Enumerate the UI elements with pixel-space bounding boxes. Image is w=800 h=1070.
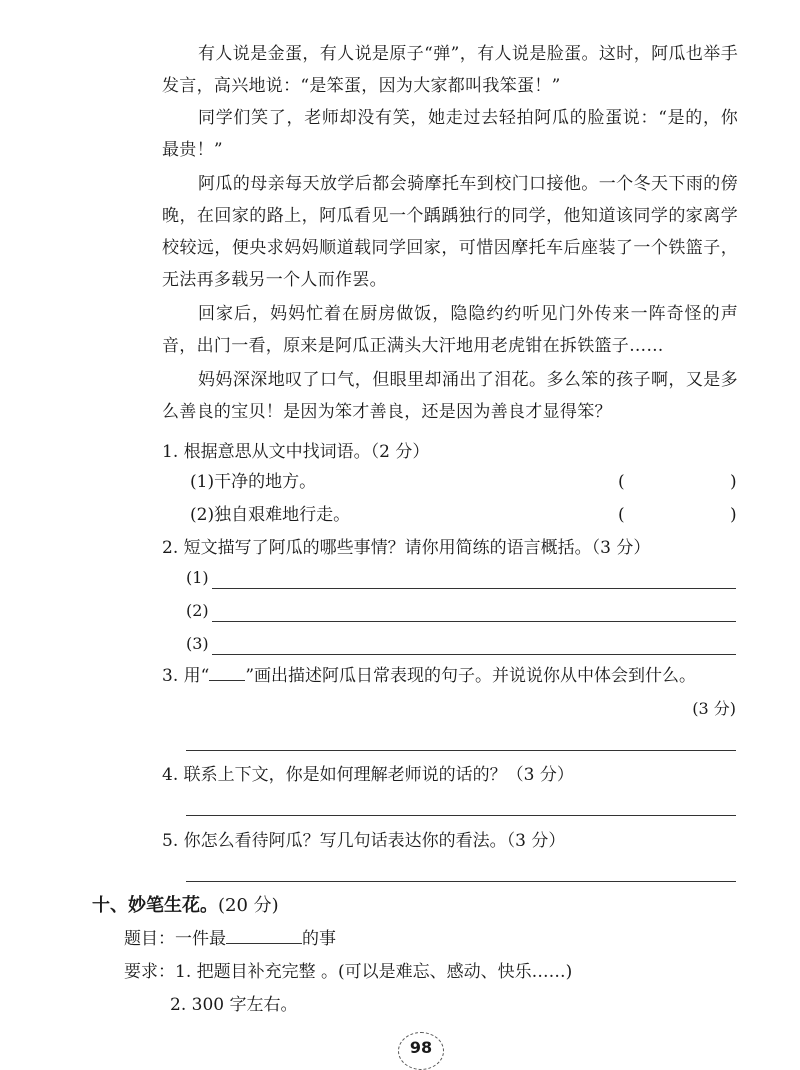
- answer-line[interactable]: [212, 588, 736, 589]
- answer-paren-open: (: [618, 472, 625, 492]
- question-5: 5. 你怎么看待阿瓜？写几句话表达你的看法。（3 分）: [162, 831, 566, 851]
- question-3-score: (3 分): [692, 699, 736, 718]
- underline-blank: [209, 666, 245, 681]
- question-1-item-2: (2)独自艰难地行走。: [190, 505, 351, 525]
- composition-title-prefix: 题目：一件最: [124, 929, 226, 949]
- answer-line[interactable]: [212, 654, 736, 655]
- composition-requirement-2: 2. 300 字左右。: [170, 995, 298, 1015]
- answer-paren-open: (: [618, 505, 625, 525]
- question-1-item-1: (1)干净的地方。: [190, 472, 317, 492]
- answer-label-3: (3): [186, 634, 209, 653]
- answer-label-1: (1): [186, 568, 209, 587]
- question-1: 1. 根据意思从文中找词语。（2 分）: [162, 442, 430, 462]
- passage-paragraph-2: 同学们笑了，老师却没有笑，她走过去轻拍阿瓜的脸蛋说：“是的，你最贵！”: [162, 108, 738, 160]
- question-3-prefix: 3. 用“: [162, 666, 210, 686]
- question-3-suffix: ”画出描述阿瓜日常表现的句子。并说说你从中体会到什么。: [245, 666, 697, 686]
- answer-paren-close: ): [730, 472, 737, 492]
- answer-line[interactable]: [186, 815, 736, 816]
- composition-title: [124, 927, 336, 951]
- passage-paragraph-3: 阿瓜的母亲每天放学后都会骑摩托车到校门口接他。一个冬天下雨的傍晚，在回家的路上，阿瓜看见一个踽踽独行的同学，他知道该同学的家离学校较远，便央求妈妈顺道载同学回家，可惜因摩托车后座装了一个铁篮子，无法再多载另一个人而作罢。: [162, 174, 738, 290]
- answer-line[interactable]: [186, 750, 736, 751]
- answer-label-2: (2): [186, 601, 209, 620]
- title-blank[interactable]: [226, 927, 302, 944]
- passage-paragraph-5: 妈妈深深地叹了口气，但眼里却涌出了泪花。多么笨的孩子啊，又是多么善良的宝贝！是因为笨才善良，还是因为善良才显得笨？: [162, 370, 738, 422]
- section-points: (20 分): [218, 895, 279, 916]
- question-2: 2. 短文描写了阿瓜的哪些事情？请你用简练的语言概括。（3 分）: [162, 538, 651, 558]
- page-number: 98: [398, 1032, 444, 1070]
- section-heading: [92, 894, 279, 918]
- composition-title-suffix: 的事: [302, 929, 336, 949]
- passage-paragraph-1: 有人说是金蛋，有人说是原子“弹”，有人说是脸蛋。这时，阿瓜也举手发言，高兴地说：“是笨蛋，因为大家都叫我笨蛋！”: [162, 44, 738, 96]
- question-3: [162, 664, 696, 688]
- answer-line[interactable]: [212, 621, 736, 622]
- question-4: 4. 联系上下文，你是如何理解老师说的话的？（3 分）: [162, 765, 574, 785]
- answer-paren-close: ): [730, 505, 737, 525]
- section-title: 十、妙笔生花。: [92, 895, 218, 916]
- composition-requirement-1: 要求：1. 把题目补充完整 。(可以是难忘、感动、快乐……): [124, 962, 573, 982]
- passage-paragraph-4: 回家后，妈妈忙着在厨房做饭，隐隐约约听见门外传来一阵奇怪的声音，出门一看，原来是阿瓜正满头大汗地用老虎钳在拆铁篮子……: [162, 304, 738, 356]
- answer-line[interactable]: [186, 881, 736, 882]
